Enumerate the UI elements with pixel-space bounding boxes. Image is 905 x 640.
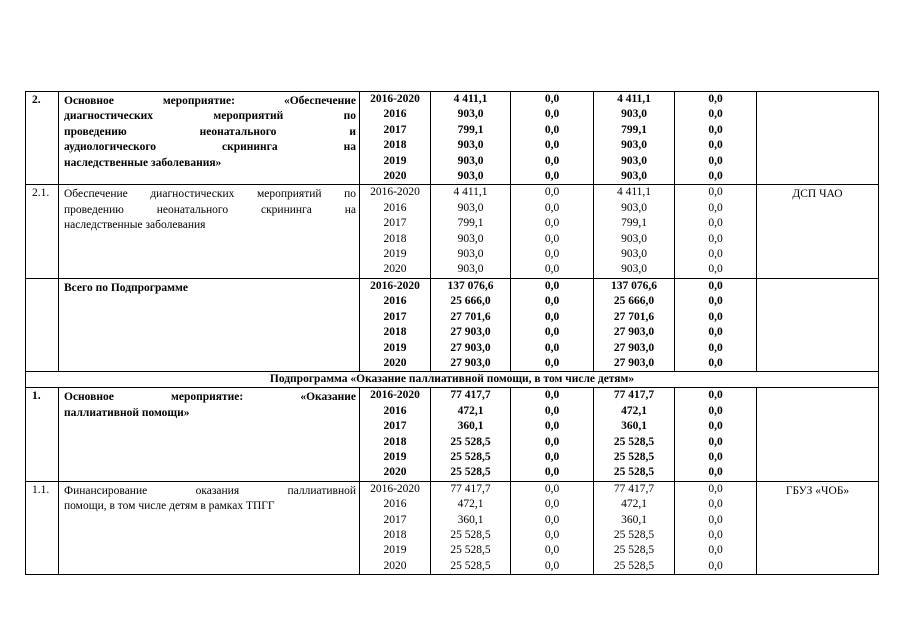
value-cell: 0,0 bbox=[511, 341, 594, 356]
value-cell: 27 903,0 bbox=[431, 356, 511, 372]
table-row bbox=[26, 185, 879, 201]
value-cell: 0,0 bbox=[511, 419, 594, 434]
year-cell: 2016-2020 bbox=[360, 388, 431, 404]
year-cell: 2016-2020 bbox=[360, 185, 431, 201]
value-cell: 472,1 bbox=[431, 404, 511, 419]
responsible-organization bbox=[757, 388, 879, 481]
description-line: диагностических мероприятий по bbox=[64, 110, 356, 123]
item-number bbox=[26, 278, 59, 371]
year-cell: 2019 bbox=[360, 543, 431, 558]
value-cell: 137 076,6 bbox=[431, 278, 511, 294]
value-cell: 472,1 bbox=[594, 497, 675, 512]
value-cell: 903,0 bbox=[594, 262, 675, 278]
value-cell: 0,0 bbox=[511, 169, 594, 185]
year-cell: 2018 bbox=[360, 528, 431, 543]
value-cell: 0,0 bbox=[675, 201, 757, 216]
value-cell: 25 528,5 bbox=[431, 450, 511, 465]
value-cell: 0,0 bbox=[675, 247, 757, 262]
value-cell: 903,0 bbox=[594, 169, 675, 185]
value-cell: 0,0 bbox=[675, 232, 757, 247]
value-cell: 903,0 bbox=[431, 247, 511, 262]
value-cell: 25 528,5 bbox=[594, 435, 675, 450]
responsible-organization bbox=[757, 278, 879, 371]
description-line: аудиологического скрининга на bbox=[64, 141, 356, 154]
value-cell: 0,0 bbox=[511, 435, 594, 450]
value-cell: 360,1 bbox=[431, 513, 511, 528]
description-line: наследственные заболевания bbox=[64, 219, 206, 232]
table-body bbox=[26, 92, 879, 575]
value-cell: 0,0 bbox=[675, 92, 757, 108]
description-line: Всего по Подпрограмме bbox=[64, 281, 188, 294]
item-description bbox=[59, 185, 360, 278]
value-cell: 903,0 bbox=[594, 154, 675, 169]
value-cell: 799,1 bbox=[431, 216, 511, 231]
year-cell: 2020 bbox=[360, 559, 431, 575]
item-number: 2. bbox=[26, 92, 59, 185]
year-cell: 2018 bbox=[360, 435, 431, 450]
value-cell: 903,0 bbox=[594, 201, 675, 216]
year-cell: 2018 bbox=[360, 325, 431, 340]
value-cell: 0,0 bbox=[675, 559, 757, 575]
value-cell: 0,0 bbox=[511, 310, 594, 325]
responsible-organization: ГБУЗ «ЧОБ» bbox=[757, 481, 879, 574]
value-cell: 0,0 bbox=[675, 450, 757, 465]
value-cell: 4 411,1 bbox=[594, 185, 675, 201]
value-cell: 0,0 bbox=[675, 154, 757, 169]
year-cell: 2018 bbox=[360, 138, 431, 153]
value-cell: 27 903,0 bbox=[594, 356, 675, 372]
year-cell: 2016 bbox=[360, 107, 431, 122]
value-cell: 137 076,6 bbox=[594, 278, 675, 294]
value-cell: 0,0 bbox=[675, 185, 757, 201]
value-cell: 903,0 bbox=[431, 107, 511, 122]
value-cell: 0,0 bbox=[511, 404, 594, 419]
year-cell: 2019 bbox=[360, 341, 431, 356]
value-cell: 0,0 bbox=[511, 559, 594, 575]
description-line: Основное мероприятие: «Оказание bbox=[64, 391, 356, 404]
value-cell: 4 411,1 bbox=[431, 92, 511, 108]
value-cell: 903,0 bbox=[431, 138, 511, 153]
value-cell: 0,0 bbox=[511, 294, 594, 309]
value-cell: 4 411,1 bbox=[594, 92, 675, 108]
value-cell: 0,0 bbox=[511, 513, 594, 528]
value-cell: 0,0 bbox=[511, 465, 594, 481]
value-cell: 27 903,0 bbox=[594, 325, 675, 340]
description-line: Основное мероприятие: «Обеспечение bbox=[64, 95, 356, 107]
year-cell: 2016-2020 bbox=[360, 92, 431, 108]
value-cell: 0,0 bbox=[511, 107, 594, 122]
value-cell: 0,0 bbox=[675, 465, 757, 481]
value-cell: 0,0 bbox=[511, 201, 594, 216]
year-cell: 2017 bbox=[360, 419, 431, 434]
value-cell: 799,1 bbox=[594, 216, 675, 231]
value-cell: 0,0 bbox=[675, 310, 757, 325]
value-cell: 25 528,5 bbox=[594, 450, 675, 465]
value-cell: 903,0 bbox=[594, 247, 675, 262]
value-cell: 0,0 bbox=[675, 169, 757, 185]
year-cell: 2019 bbox=[360, 450, 431, 465]
value-cell: 0,0 bbox=[675, 513, 757, 528]
item-description bbox=[59, 388, 360, 481]
description-line: наследственные заболевания» bbox=[64, 156, 222, 169]
value-cell: 0,0 bbox=[511, 138, 594, 153]
value-cell: 25 528,5 bbox=[594, 528, 675, 543]
value-cell: 799,1 bbox=[594, 123, 675, 138]
value-cell: 0,0 bbox=[511, 262, 594, 278]
year-cell: 2017 bbox=[360, 310, 431, 325]
year-cell: 2017 bbox=[360, 513, 431, 528]
value-cell: 0,0 bbox=[511, 388, 594, 404]
value-cell: 0,0 bbox=[675, 325, 757, 340]
value-cell: 0,0 bbox=[511, 356, 594, 372]
value-cell: 27 903,0 bbox=[431, 325, 511, 340]
value-cell: 0,0 bbox=[511, 185, 594, 201]
item-description bbox=[59, 481, 360, 574]
subprogram-title: Подпрограмма «Оказание паллиативной помощи, в том числе детям» bbox=[26, 372, 879, 388]
value-cell: 77 417,7 bbox=[431, 481, 511, 497]
value-cell: 0,0 bbox=[511, 123, 594, 138]
description-line: Финансирование оказания паллиативной bbox=[64, 484, 356, 497]
year-cell: 2016-2020 bbox=[360, 278, 431, 294]
value-cell: 0,0 bbox=[511, 450, 594, 465]
value-cell: 0,0 bbox=[511, 278, 594, 294]
value-cell: 0,0 bbox=[675, 543, 757, 558]
year-cell: 2016 bbox=[360, 201, 431, 216]
value-cell: 360,1 bbox=[594, 419, 675, 434]
value-cell: 25 666,0 bbox=[431, 294, 511, 309]
value-cell: 0,0 bbox=[511, 528, 594, 543]
value-cell: 903,0 bbox=[431, 169, 511, 185]
value-cell: 25 528,5 bbox=[594, 465, 675, 481]
value-cell: 903,0 bbox=[431, 201, 511, 216]
value-cell: 0,0 bbox=[675, 435, 757, 450]
description-line: Обеспечение диагностических мероприятий по bbox=[64, 188, 356, 201]
value-cell: 360,1 bbox=[594, 513, 675, 528]
value-cell: 25 528,5 bbox=[594, 559, 675, 575]
value-cell: 0,0 bbox=[675, 123, 757, 138]
item-description bbox=[59, 92, 360, 185]
value-cell: 0,0 bbox=[675, 216, 757, 231]
year-cell: 2016-2020 bbox=[360, 481, 431, 497]
table-row bbox=[26, 278, 879, 294]
value-cell: 360,1 bbox=[431, 419, 511, 434]
item-number: 2.1. bbox=[26, 185, 59, 278]
value-cell: 27 903,0 bbox=[431, 341, 511, 356]
value-cell: 903,0 bbox=[431, 232, 511, 247]
value-cell: 0,0 bbox=[511, 154, 594, 169]
value-cell: 25 528,5 bbox=[431, 543, 511, 558]
value-cell: 77 417,7 bbox=[431, 388, 511, 404]
table-row bbox=[26, 388, 879, 404]
value-cell: 0,0 bbox=[511, 481, 594, 497]
item-number: 1. bbox=[26, 388, 59, 481]
value-cell: 0,0 bbox=[675, 138, 757, 153]
value-cell: 27 701,6 bbox=[431, 310, 511, 325]
value-cell: 0,0 bbox=[675, 528, 757, 543]
year-cell: 2016 bbox=[360, 404, 431, 419]
description-line: паллиативной помощи» bbox=[64, 406, 190, 419]
year-cell: 2020 bbox=[360, 465, 431, 481]
value-cell: 25 528,5 bbox=[431, 465, 511, 481]
value-cell: 0,0 bbox=[675, 497, 757, 512]
description-line: проведению неонатального и bbox=[64, 125, 356, 138]
year-cell: 2016 bbox=[360, 294, 431, 309]
value-cell: 25 528,5 bbox=[431, 435, 511, 450]
year-cell: 2018 bbox=[360, 232, 431, 247]
value-cell: 0,0 bbox=[675, 341, 757, 356]
value-cell: 0,0 bbox=[675, 107, 757, 122]
value-cell: 0,0 bbox=[511, 543, 594, 558]
value-cell: 4 411,1 bbox=[431, 185, 511, 201]
value-cell: 0,0 bbox=[511, 497, 594, 512]
table-row bbox=[26, 92, 879, 108]
item-description bbox=[59, 278, 360, 371]
year-cell: 2019 bbox=[360, 154, 431, 169]
value-cell: 0,0 bbox=[675, 278, 757, 294]
year-cell: 2020 bbox=[360, 356, 431, 372]
value-cell: 0,0 bbox=[675, 262, 757, 278]
responsible-organization: ДСП ЧАО bbox=[757, 185, 879, 278]
value-cell: 27 701,6 bbox=[594, 310, 675, 325]
year-cell: 2017 bbox=[360, 216, 431, 231]
description-line: помощи, в том числе детям в рамках ТПГГ bbox=[64, 500, 275, 513]
value-cell: 25 666,0 bbox=[594, 294, 675, 309]
value-cell: 472,1 bbox=[594, 404, 675, 419]
table-row bbox=[26, 481, 879, 497]
year-cell: 2016 bbox=[360, 497, 431, 512]
value-cell: 903,0 bbox=[594, 232, 675, 247]
item-number: 1.1. bbox=[26, 481, 59, 574]
program-funding-table bbox=[25, 91, 879, 575]
responsible-organization bbox=[757, 92, 879, 185]
value-cell: 0,0 bbox=[675, 294, 757, 309]
value-cell: 903,0 bbox=[431, 262, 511, 278]
subprogram-header-row bbox=[26, 372, 879, 388]
value-cell: 0,0 bbox=[675, 388, 757, 404]
value-cell: 0,0 bbox=[511, 216, 594, 231]
value-cell: 25 528,5 bbox=[431, 559, 511, 575]
value-cell: 903,0 bbox=[594, 107, 675, 122]
value-cell: 0,0 bbox=[511, 92, 594, 108]
value-cell: 903,0 bbox=[431, 154, 511, 169]
value-cell: 0,0 bbox=[675, 419, 757, 434]
year-cell: 2020 bbox=[360, 262, 431, 278]
value-cell: 0,0 bbox=[675, 404, 757, 419]
value-cell: 0,0 bbox=[511, 247, 594, 262]
value-cell: 25 528,5 bbox=[431, 528, 511, 543]
value-cell: 903,0 bbox=[594, 138, 675, 153]
year-cell: 2020 bbox=[360, 169, 431, 185]
value-cell: 77 417,7 bbox=[594, 388, 675, 404]
value-cell: 472,1 bbox=[431, 497, 511, 512]
value-cell: 0,0 bbox=[675, 481, 757, 497]
value-cell: 27 903,0 bbox=[594, 341, 675, 356]
value-cell: 77 417,7 bbox=[594, 481, 675, 497]
value-cell: 25 528,5 bbox=[594, 543, 675, 558]
value-cell: 799,1 bbox=[431, 123, 511, 138]
value-cell: 0,0 bbox=[675, 356, 757, 372]
value-cell: 0,0 bbox=[511, 325, 594, 340]
year-cell: 2017 bbox=[360, 123, 431, 138]
value-cell: 0,0 bbox=[511, 232, 594, 247]
description-line: проведению неонатального скрининга на bbox=[64, 203, 356, 216]
year-cell: 2019 bbox=[360, 247, 431, 262]
